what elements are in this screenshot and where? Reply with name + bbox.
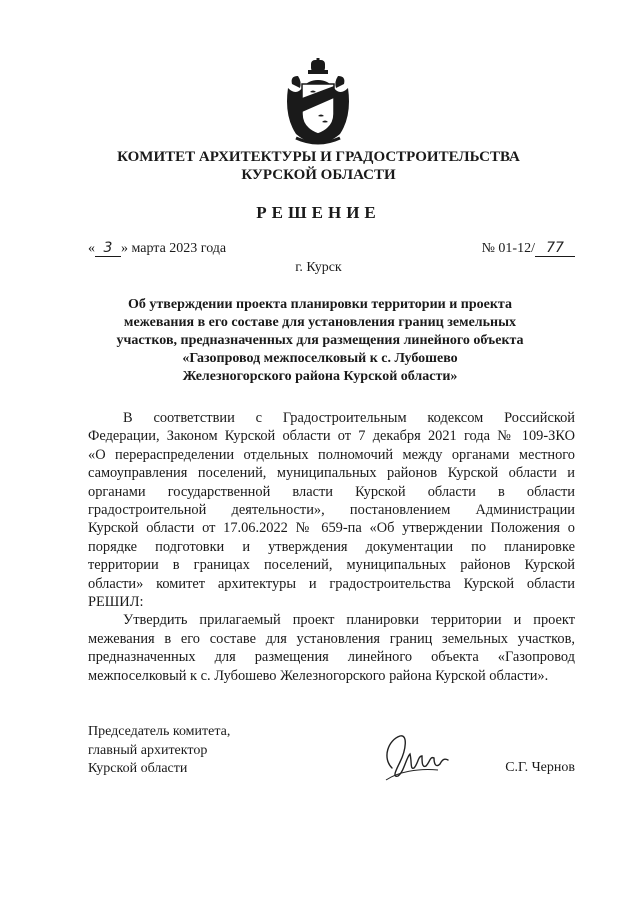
date-open-quote: « <box>88 241 95 256</box>
subject-line: Об утверждении проекта планировки территории и проекта <box>128 297 512 312</box>
committee-line-2: КУРСКОЙ ОБЛАСТИ <box>241 167 396 183</box>
body-line: органами государственной власти Курской области в области <box>88 483 575 500</box>
document-date <box>88 241 226 257</box>
document-subject <box>90 296 550 386</box>
document-body <box>88 409 575 685</box>
date-month-year: » марта 2023 года <box>121 241 227 256</box>
handwritten-day: 3 <box>95 241 121 257</box>
subject-line: участков, предназначенных для размещения линейного объекта <box>116 333 524 348</box>
body-line: области» комитет архитектуры и градостроительства Курской области <box>88 575 575 592</box>
document-city: г. Курск <box>295 260 342 275</box>
number-prefix: № 01-12/ <box>481 241 535 256</box>
kursk-coat-of-arms-icon <box>282 58 354 146</box>
signer-position-line: Председатель комитета, <box>88 724 231 739</box>
document-number <box>482 241 575 257</box>
body-line: Курской области от 17.06.2022 № 659-па «Об утверждении Положения о <box>88 520 575 537</box>
signer-name: С.Г. Чернов <box>505 760 575 775</box>
body-line: самоуправления поселений, муниципальных районов Курской области и <box>88 465 575 482</box>
committee-name <box>0 148 637 184</box>
body-line: «О перераспределении отдельных полномочий между органами местного <box>88 446 575 463</box>
signer-position-line: главный архитектор <box>88 742 208 758</box>
body-line: предназначенных для размещения линейного объекта «Газопровод <box>88 649 575 666</box>
body-line: порядке подготовки и утверждения документации по планировке <box>88 538 575 555</box>
body-line: межевания в его составе для установления границ земельных участков, <box>88 630 575 647</box>
body-line: градостроительной деятельности», постановлением Администрации <box>88 502 575 519</box>
body-line: В соответствии с Градостроительным кодексом Российской <box>123 410 575 426</box>
handwritten-number: 77 <box>535 241 575 257</box>
subject-line: Железногорского района Курской области» <box>182 369 458 384</box>
handwritten-signature <box>378 728 458 784</box>
subject-line: межевания в его составе для установления границ земельных <box>123 315 517 330</box>
signer-position <box>88 723 230 779</box>
signer-position-line: Курской области <box>88 761 188 776</box>
body-line-resolved: РЕШИЛ: <box>88 594 144 611</box>
body-line: Федерации, Законом Курской области от 7 декабря 2021 года № 109-ЗКО <box>88 428 575 445</box>
body-line: территории в границах поселений, муниципальных районов Курской <box>88 557 575 574</box>
body-line: межпоселковый к с. Лубошево Железногорского района Курской области». <box>88 667 549 684</box>
committee-line-1: КОМИТЕТ АРХИТЕКТУРЫ И ГРАДОСТРОИТЕЛЬСТВА <box>117 149 520 165</box>
document-type-title: РЕШЕНИЕ <box>256 203 381 222</box>
subject-line: «Газопровод межпоселковый к с. Лубошево <box>182 351 458 366</box>
body-line: Утвердить прилагаемый проект планировки территории и проект <box>123 612 575 629</box>
